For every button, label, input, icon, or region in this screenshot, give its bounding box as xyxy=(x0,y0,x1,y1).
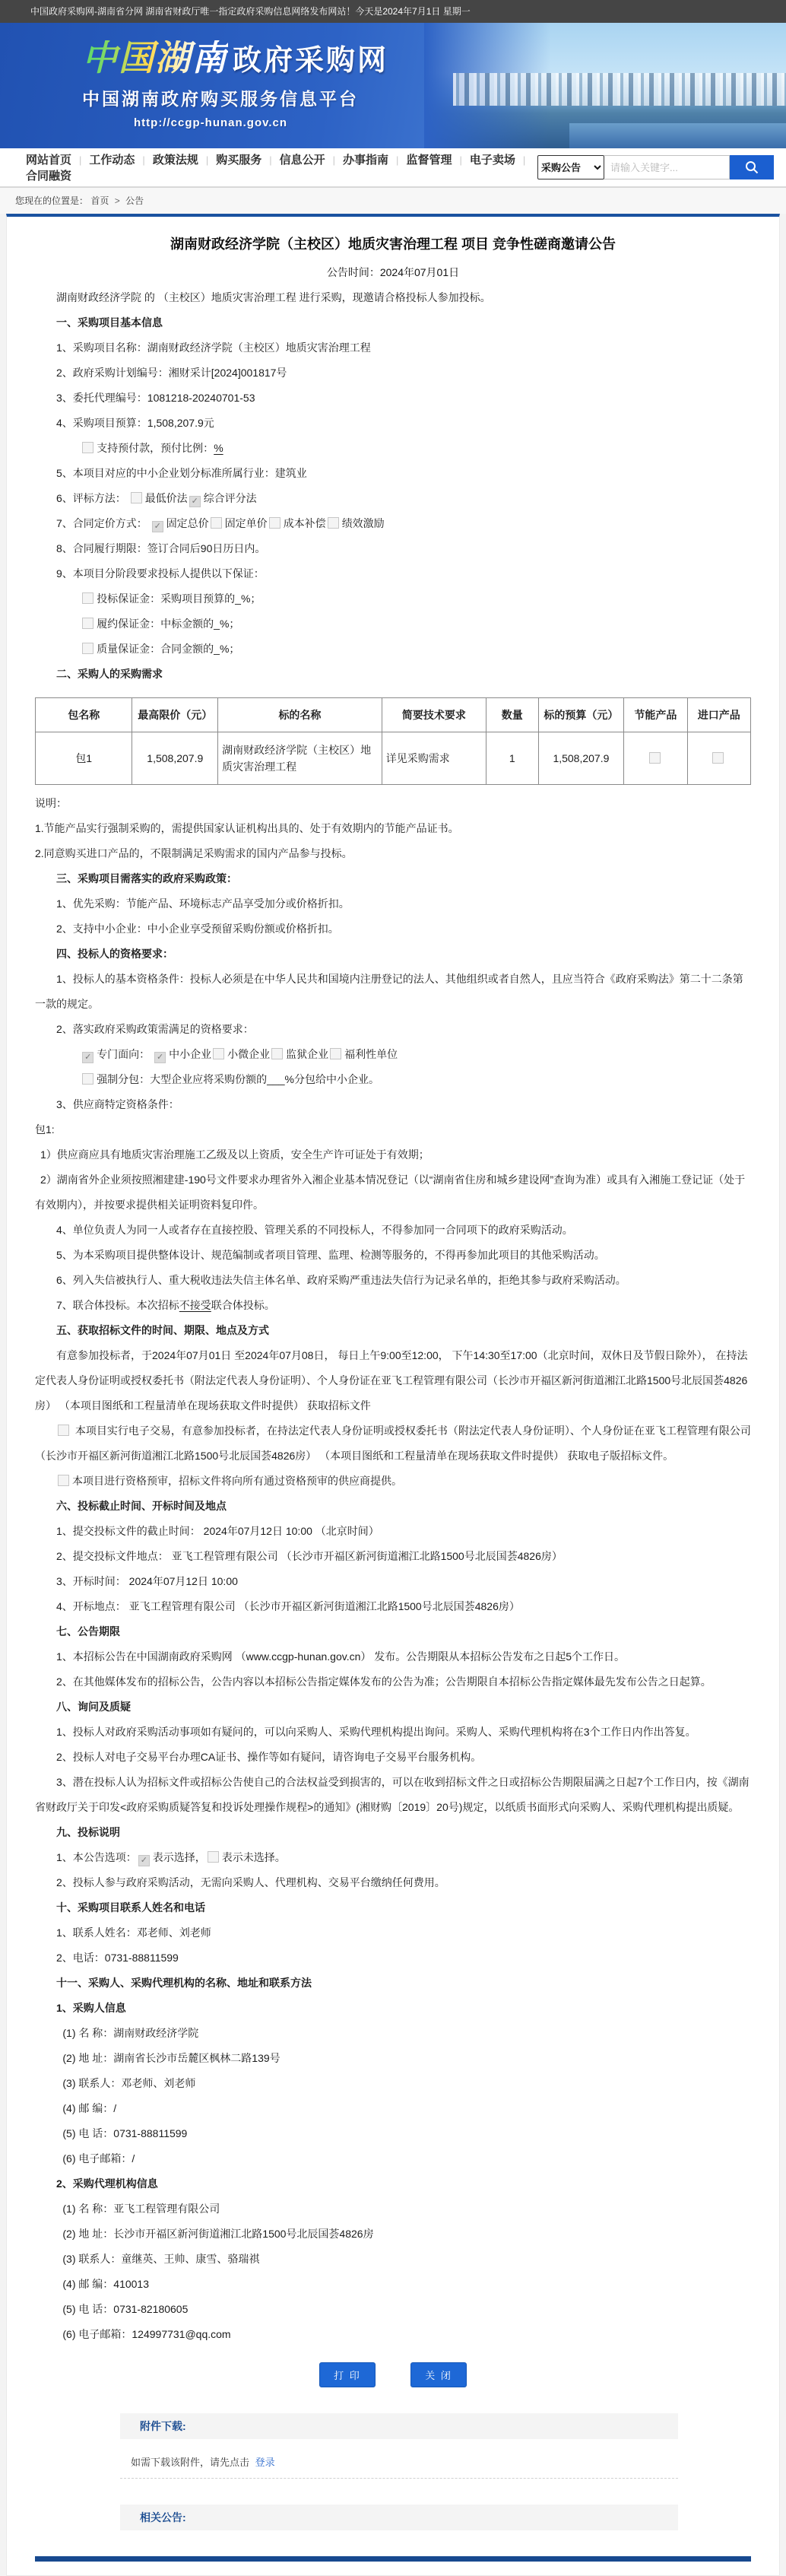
checkbox-icon xyxy=(82,618,93,629)
table-cell xyxy=(687,732,750,785)
login-link[interactable]: 登录 xyxy=(255,2457,275,2468)
checkbox-icon xyxy=(82,1073,93,1085)
checkbox-icon xyxy=(58,1425,69,1436)
doc-paragraph: 1、提交投标文件的截止时间： 2024年07月12日 10:00 （北京时间） xyxy=(56,1525,379,1537)
doc-paragraph: 4、开标地点： 亚飞工程管理有限公司 （长沙市开福区新河街道湘江北路1500号北辰国荟4826房） xyxy=(56,1600,520,1612)
doc-paragraph: 质量保证金：合同金额的_%； xyxy=(35,637,751,662)
doc-paragraph: (3) 联系人：童继英、王帅、康雪、骆瑞祺 xyxy=(62,2253,260,2265)
table-header-cell: 节能产品 xyxy=(624,698,687,732)
table-header-cell: 简要技术要求 xyxy=(382,698,486,732)
page-title: 湖南财政经济学院（主校区）地质灾害治理工程 项目 竞争性磋商邀请公告 xyxy=(170,237,616,252)
attachment-section xyxy=(120,2413,678,2479)
nav-separator: | xyxy=(396,154,399,166)
doc-paragraph: 1.节能产品实行强制采购的，需提供国家认证机构出具的、处于有效期内的节能产品证书。 xyxy=(35,822,459,834)
nav-separator: | xyxy=(459,154,462,166)
document-section-2 xyxy=(35,791,751,2347)
nav-separator: | xyxy=(332,154,336,166)
checkbox-icon xyxy=(82,643,93,654)
doc-paragraph: 1、采购人信息 xyxy=(56,2002,126,2014)
doc-paragraph: 4、采购项目预算：1,508,207.9元 xyxy=(56,417,214,429)
table-header-cell: 标的名称 xyxy=(218,698,382,732)
checkbox-icon xyxy=(131,492,142,503)
table-header-cell: 最高限价（元） xyxy=(132,698,218,732)
doc-paragraph: (2) 地 址：长沙市开福区新河街道湘江北路1500号北辰国荟4826房 xyxy=(62,2228,374,2240)
doc-paragraph: (5) 电 话：0731-88811599 xyxy=(62,2127,188,2139)
doc-paragraph: 3、委托代理编号：1081218-20240701-53 xyxy=(56,392,255,404)
site-logo xyxy=(82,37,388,129)
doc-paragraph: 6、评标方法： 最低价法 ✓ 综合评分法 xyxy=(56,492,257,506)
checkbox-checked-icon: ✓ xyxy=(82,1052,93,1063)
nav-item-0[interactable]: 网站首页 xyxy=(26,154,72,167)
doc-paragraph: 2、政府采购计划编号：湘财采计[2024]001817号 xyxy=(56,367,287,379)
doc-paragraph: 二、采购人的采购需求 xyxy=(56,668,163,680)
checkbox-icon xyxy=(82,592,93,604)
breadcrumb xyxy=(0,188,786,214)
doc-paragraph: 7、合同定价方式： ✓ 固定总价 固定单价 成本补偿 绩效激励 xyxy=(56,517,385,531)
checkbox-icon xyxy=(208,1851,219,1863)
search-box xyxy=(537,155,774,179)
nav-item-1[interactable]: 工作动态 xyxy=(89,154,135,167)
doc-paragraph: 三、采购项目需落实的政府采购政策： xyxy=(56,872,237,885)
table-header-cell: 包名称 xyxy=(36,698,132,732)
doc-paragraph: 履约保证金：中标金额的_%； xyxy=(35,611,751,637)
doc-paragraph: 六、投标截止时间、开标时间及地点 xyxy=(56,1500,227,1512)
doc-paragraph: (6) 电子邮箱：/ xyxy=(62,2152,135,2165)
doc-paragraph: 十一、采购人、采购代理机构的名称、地址和联系方法 xyxy=(56,1977,312,1989)
table-cell: 湖南财政经济学院（主校区）地质灾害治理工程 xyxy=(218,732,382,785)
logo-suffix-text: 政府采购网 xyxy=(233,45,389,77)
attachment-title-bar: 附件下载: xyxy=(120,2413,678,2439)
checkbox-icon xyxy=(58,1475,69,1486)
nav-item-7[interactable]: 电子卖场 xyxy=(469,154,515,167)
table-header-row xyxy=(36,698,751,732)
doc-paragraph: 2、投标人参与政府采购活动，无需向采购人、代理机构、交易平台缴纳任何费用。 xyxy=(56,1876,445,1888)
related-title-bar: 相关公告: xyxy=(120,2505,678,2530)
doc-paragraph: 八、询问及质疑 xyxy=(56,1701,131,1713)
nav-separator: | xyxy=(142,154,145,166)
table-header-cell: 标的预算（元） xyxy=(538,698,624,732)
document-section-1 xyxy=(35,285,751,687)
requirement-table xyxy=(35,697,751,785)
doc-paragraph: 说明： xyxy=(35,797,67,809)
nav-item-6[interactable]: 监督管理 xyxy=(406,154,452,167)
doc-paragraph: 五、获取招标文件的时间、期限、地点及方式 xyxy=(56,1324,269,1336)
table-cell: 包1 xyxy=(36,732,132,785)
publish-date: 公告时间：2024年07月01日 xyxy=(326,266,460,278)
attachment-divider xyxy=(120,2478,678,2479)
search-button[interactable] xyxy=(730,155,774,179)
doc-paragraph: 本项目实行电子交易，有意参加投标者，在持法定代表人身份证明或授权委托书（附法定代表人身份证明）、个人身份证在亚飞工程管理有限公司（长沙市开福区新河街道湘江北路1500号北辰国荟4826房） （本项目图纸和工程量清单在现场获取文件时提供） 获取电子版招标文件。 xyxy=(35,1425,751,1462)
doc-paragraph: (1) 名 称：湖南财政经济学院 xyxy=(62,2027,199,2039)
checkbox-checked-icon: ✓ xyxy=(189,496,201,507)
logo-calligraphy-text: 中国湖南 xyxy=(82,37,228,78)
close-button[interactable]: 关 闭 xyxy=(410,2362,467,2387)
nav-item-8[interactable]: 合同融资 xyxy=(26,170,72,183)
doc-paragraph: 强制分包：大型企业应将采购份额的___%分包给中小企业。 xyxy=(35,1067,751,1092)
breadcrumb-current-link[interactable]: 公告 xyxy=(125,195,144,206)
table-body xyxy=(36,732,751,785)
doc-paragraph: 5、本项目对应的中小企业划分标准所属行业：建筑业 xyxy=(56,467,307,479)
doc-paragraph: 2、投标人对电子交易平台办理CA证书、操作等如有疑问，请咨询电子交易平台服务机构。 xyxy=(56,1751,482,1763)
checkbox-icon xyxy=(271,1048,283,1059)
nav-item-4[interactable]: 信息公开 xyxy=(279,154,325,167)
search-input[interactable] xyxy=(604,155,730,179)
doc-paragraph: 1、本招标公告在中国湖南政府采购网 （www.ccgp-hunan.gov.cn） 发布。公告期限从本招标公告发布之日起5个工作日。 xyxy=(56,1650,626,1663)
attachment-login-hint xyxy=(120,2454,678,2469)
doc-paragraph: 2、支持中小企业：中小企业享受预留采购份额或价格折扣。 xyxy=(56,923,339,935)
table-cell xyxy=(624,732,687,785)
doc-paragraph: 本项目进行资格预审，招标文件将向所有通过资格预审的供应商提供。 xyxy=(35,1469,751,1494)
doc-paragraph: 7、联合体投标。本次招标不接受联合体投标。 xyxy=(56,1299,275,1311)
checkbox-icon xyxy=(712,752,724,764)
nav-item-3[interactable]: 购买服务 xyxy=(216,154,262,167)
doc-paragraph: 2、在其他媒体发布的招标公告，公告内容以本招标公告指定媒体发布的公告为准；公告期限自本招标公告指定媒体最先发布公告之日起算。 xyxy=(56,1676,712,1688)
checkbox-icon xyxy=(330,1048,341,1059)
nav-separator: | xyxy=(205,154,209,166)
announcement-card xyxy=(6,214,780,2576)
doc-paragraph: 1、投标人对政府采购活动事项如有疑问的，可以向采购人、采购代理机构提出询问。采购人、采购代理机构将在3个工作日内作出答复。 xyxy=(56,1726,696,1738)
doc-paragraph: 一、采购项目基本信息 xyxy=(56,316,163,329)
doc-paragraph: 2、电话：0731-88811599 xyxy=(56,1952,179,1964)
table-cell: 详见采购需求 xyxy=(382,732,486,785)
checkbox-checked-icon: ✓ xyxy=(152,521,163,532)
nav-item-2[interactable]: 政策法规 xyxy=(152,154,198,167)
doc-paragraph: 湖南财政经济学院 的 （主校区）地质灾害治理工程 进行采购，现邀请合格投标人参加投标。 xyxy=(56,291,491,303)
doc-paragraph: 5、为本采购项目提供整体设计、规范编制或者项目管理、监理、检测等服务的，不得再参加此项目的其他采购活动。 xyxy=(56,1249,605,1261)
print-button[interactable]: 打 印 xyxy=(319,2362,376,2387)
doc-paragraph: (4) 邮 编：410013 xyxy=(62,2278,149,2290)
nav-item-5[interactable]: 办事指南 xyxy=(343,154,389,167)
doc-paragraph: 支持预付款，预付比例：% xyxy=(35,436,751,461)
doc-paragraph: 9、本项目分阶段要求投标人提供以下保证： xyxy=(56,567,265,580)
attachment-hint-text: 如需下载该附件，请先点击 xyxy=(131,2457,250,2468)
doc-paragraph: 2）湖南省外企业须按照湘建建-190号文件要求办理省外入湘企业基本情况登记（以“湖南省住房和城乡建设网”查询为准）或具有入湘施工登记证（处于有效期内），并按要求提供相关证明资料复印件。 xyxy=(35,1174,746,1211)
action-buttons xyxy=(35,2362,751,2387)
banner-city-image xyxy=(424,23,786,148)
doc-paragraph: (1) 名 称：亚飞工程管理有限公司 xyxy=(62,2203,220,2215)
doc-paragraph: (4) 邮 编：/ xyxy=(62,2102,117,2114)
table-header-cell: 数量 xyxy=(486,698,538,732)
footer-bar xyxy=(35,2556,751,2562)
nav-items xyxy=(18,151,537,183)
site-notice-bar: 中国政府采购网-湖南省分网 湖南省财政厅唯一指定政府采购信息网络发布网站！今天是2024年7月1日 星期一 xyxy=(0,0,786,23)
doc-paragraph: 1、联系人姓名：邓老师、刘老师 xyxy=(56,1926,211,1939)
site-subtitle: 中国湖南政府购买服务信息平台 xyxy=(82,89,359,109)
breadcrumb-prefix: 您现在的位置是： xyxy=(15,195,89,206)
doc-paragraph: 3、潜在投标人认为招标文件或招标公告使自己的合法权益受到损害的，可以在收到招标文件之日或招标公告期限届满之日起7个工作日内，按《湖南省财政厅关于印发<政府采购质疑答复和投诉处理操作规程>的通知》(湘财购〔2019〕20号)规定，以纸质书面形式向采购人、采购代理机构提出质疑。 xyxy=(35,1776,750,1813)
doc-paragraph: 十、采购项目联系人姓名和电话 xyxy=(56,1901,205,1914)
doc-paragraph: 8、合同履行期限：签订合同后90日历日内。 xyxy=(56,542,266,554)
doc-paragraph: 七、公告期限 xyxy=(56,1625,120,1637)
table-cell: 1 xyxy=(486,732,538,785)
breadcrumb-home-link[interactable]: 首页 xyxy=(90,195,109,206)
breadcrumb-separator: > xyxy=(114,195,120,206)
announcement-document xyxy=(35,229,751,2347)
banner-skyline xyxy=(453,73,786,106)
doc-paragraph: 1、采购项目名称：湖南财政经济学院（主校区）地质灾害治理工程 xyxy=(56,341,371,354)
related-announcements-section xyxy=(120,2505,678,2530)
nav-separator: | xyxy=(269,154,272,166)
site-url: http://ccgp-hunan.gov.cn xyxy=(134,116,288,129)
nav-separator: | xyxy=(522,154,526,166)
checkbox-icon xyxy=(328,517,339,529)
banner-river xyxy=(569,123,786,148)
doc-paragraph: (5) 电 话：0731-82180605 xyxy=(62,2303,189,2315)
checkbox-icon xyxy=(211,517,222,529)
doc-paragraph: 四、投标人的资格要求： xyxy=(56,948,173,960)
doc-paragraph: 2.同意购买进口产品的，不限制满足采购需求的国内产品参与投标。 xyxy=(35,847,353,859)
site-banner xyxy=(0,23,786,148)
table-row xyxy=(36,732,751,785)
doc-paragraph: 2、落实政府采购政策需满足的资格要求： xyxy=(56,1023,254,1035)
doc-paragraph: 1）供应商应具有地质灾害治理施工乙级及以上资质，安全生产许可证处于有效期； xyxy=(40,1148,429,1161)
doc-paragraph: 1、本公告选项： ✓ 表示选择， 表示未选择。 xyxy=(56,1851,286,1865)
search-icon xyxy=(744,160,759,175)
nav-separator: | xyxy=(79,154,82,166)
checkbox-icon xyxy=(269,517,280,529)
table-cell: 1,508,207.9 xyxy=(538,732,624,785)
doc-paragraph: 九、投标说明 xyxy=(56,1826,120,1838)
doc-paragraph: 2、提交投标文件地点： 亚飞工程管理有限公司 （长沙市开福区新河街道湘江北路1500号北辰国荟4826房） xyxy=(56,1550,563,1562)
doc-paragraph: 有意参加投标者，于2024年07月01日 至2024年07月08日， 每日上午9:00至12:00， 下午14:30至17:00（北京时间，双休日及节假日除外）， 在持法定代表人身份证明或授权委托书（附法定代表人身份证明）、个人身份证在亚飞工程管理有限公司（长沙市开福区新河街道湘江北路1500号北辰国荟4826房） （本项目图纸和工程量清单在现场获取文件时提供） 获取招标文件 xyxy=(35,1349,748,1412)
doc-paragraph: (2) 地 址：湖南省长沙市岳麓区枫林二路139号 xyxy=(62,2052,280,2064)
doc-paragraph: 3、供应商特定资格条件： xyxy=(56,1098,179,1110)
doc-paragraph: (3) 联系人：邓老师、刘老师 xyxy=(62,2077,196,2089)
table-cell: 1,508,207.9 xyxy=(132,732,218,785)
table-header-cell: 进口产品 xyxy=(687,698,750,732)
checkbox-icon xyxy=(82,442,93,453)
doc-paragraph: ✓ 专门面向： ✓ 中小企业 小微企业 监狱企业 福利性单位 xyxy=(35,1042,751,1067)
doc-paragraph: 1、投标人的基本资格条件：投标人必须是在中华人民共和国境内注册登记的法人、其他组织或者自然人，且应当符合《政府采购法》第二十二条第一款的规定。 xyxy=(35,973,743,1010)
doc-paragraph: 1、优先采购：节能产品、环境标志产品享受加分或价格折扣。 xyxy=(56,897,350,910)
doc-paragraph: 3、开标时间： 2024年07月12日 10:00 xyxy=(56,1575,238,1587)
doc-paragraph: 投标保证金：采购项目预算的_%； xyxy=(35,586,751,611)
doc-paragraph: 6、列入失信被执行人、重大税收违法失信主体名单、政府采购严重违法失信行为记录名单的，拒绝其参与政府采购活动。 xyxy=(56,1274,626,1286)
doc-paragraph: 包1: xyxy=(35,1123,55,1136)
main-nav xyxy=(0,148,786,188)
checkbox-icon xyxy=(213,1048,224,1059)
doc-paragraph: 4、单位负责人为同一人或者存在直接控股、管理关系的不同投标人，不得参加同一合同项下的政府采购活动。 xyxy=(56,1224,573,1236)
doc-paragraph: (6) 电子邮箱：124997731@qq.com xyxy=(62,2328,231,2340)
doc-paragraph: 2、采购代理机构信息 xyxy=(56,2177,158,2190)
search-category-select[interactable] xyxy=(537,155,604,179)
checkbox-icon xyxy=(649,752,661,764)
checkbox-checked-icon: ✓ xyxy=(138,1855,150,1866)
checkbox-checked-icon: ✓ xyxy=(154,1052,166,1063)
